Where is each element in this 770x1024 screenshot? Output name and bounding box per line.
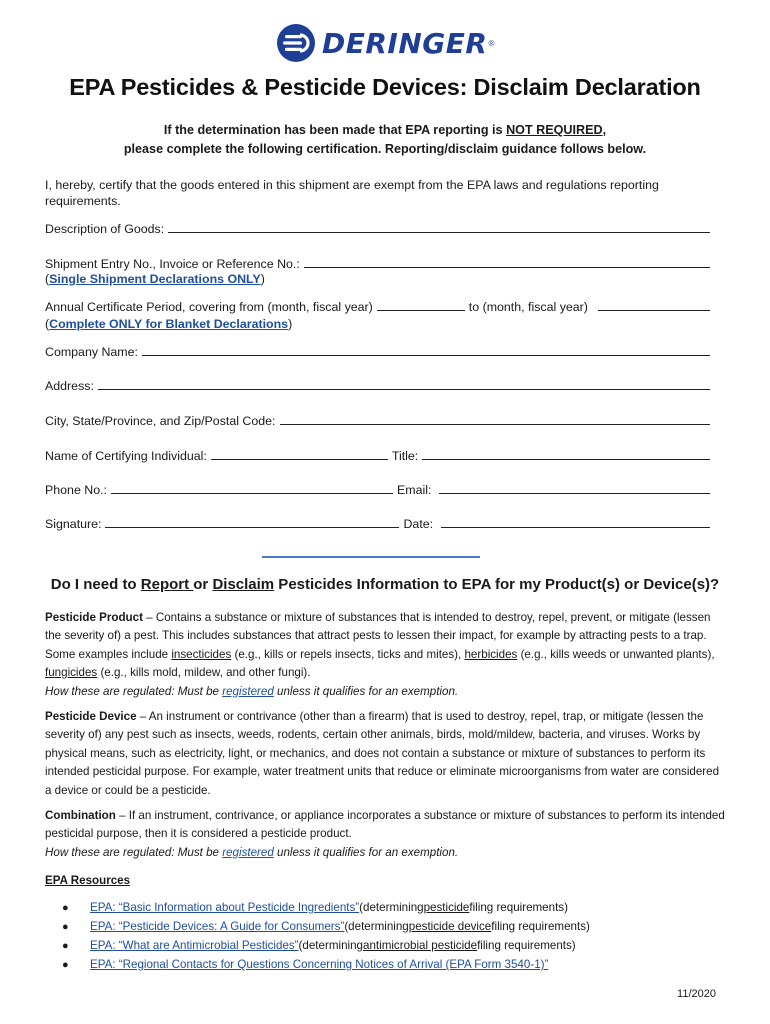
subheading-line-1: If the determination has been made that EPA reporting is NOT REQUIRED, — [163, 123, 607, 137]
fungicides-term: fungicides — [45, 666, 98, 680]
certification-line-2: requirements. — [45, 194, 121, 208]
address-label: Address: — [45, 379, 94, 393]
combination-paragraph: Combination – If an instrument, contrivance, or appliance incorporates a substance or mixture of substances to perform its intended pesticidal purpose, then it is considered a pesticide product. How these are regulated: Must be registered unless it qualifies for an exemption. — [45, 809, 725, 859]
annual-to-blank[interactable] — [598, 299, 710, 311]
city-state-field — [45, 413, 710, 428]
product-registered-link[interactable]: registered — [222, 684, 274, 698]
shipment-entry-blank[interactable] — [304, 256, 710, 268]
city-state-label: City, State/Province, and Zip/Postal Code: — [45, 414, 276, 428]
list-item: ● EPA: “Basic Information about Pesticide Ingredients” (determining pesticide filing requirements) — [62, 901, 568, 914]
title-blank[interactable] — [422, 448, 710, 460]
subheading-line-2: please complete the following certification. Reporting/disclaim guidance follows below. — [123, 142, 647, 156]
deringer-logo — [276, 20, 494, 66]
list-item: ● EPA: “Pesticide Devices: A Guide for Consumers” (determining pesticide device filing requirements) — [62, 920, 590, 933]
shipment-entry-field — [45, 256, 710, 271]
signature-field — [45, 516, 710, 531]
blanket-declarations-link[interactable]: Complete ONLY for Blanket Declarations — [49, 317, 289, 331]
combination-label: Combination — [45, 809, 116, 822]
date-blank[interactable] — [441, 516, 710, 528]
resource-link-basic-info[interactable]: EPA: “Basic Information about Pesticide Ingredients” — [90, 901, 360, 914]
list-item — [62, 958, 590, 977]
certifying-individual-label: Name of Certifying Individual: — [45, 449, 207, 463]
resource-link-antimicrobial[interactable]: EPA: “What are Antimicrobial Pesticides” — [90, 939, 299, 952]
annual-from-blank[interactable] — [377, 299, 465, 311]
description-label: Description of Goods: — [45, 222, 165, 236]
combination-registered-link[interactable]: registered — [222, 845, 274, 859]
company-name-field — [45, 344, 710, 359]
section-divider — [262, 556, 480, 558]
description-field — [45, 221, 710, 236]
signature-blank[interactable] — [105, 516, 399, 528]
annual-period-label: Annual Certificate Period, covering from (month, fiscal year) — [45, 300, 373, 314]
description-blank[interactable] — [168, 221, 710, 233]
certification-line-1: I, hereby, certify that the goods entered in this shipment are exempt from the EPA laws and regulations reporting — [45, 178, 659, 192]
annual-to-label: to (month, fiscal year) — [468, 300, 588, 314]
herbicides-term: herbicides — [464, 647, 518, 661]
resource-link-regional-contacts[interactable]: EPA: “Regional Contacts for Questions Concerning Notices of Arrival (EPA Form 3540-1)” — [90, 958, 549, 971]
pesticide-device-paragraph: Pesticide Device – An instrument or contrivance (other than a firearm) that is used to destroy, repel, trap, or mitigate (lessen the severity of) any pest such as insects, weeds, rodents, certain other animals, birds, mold/mildew, bacteria, and viruses. Works by physical means, such as electricity, light, or mechanics, and does not contain a substance or mixture of substances to perform its intended pesticidal purpose. For example, water treatment units that reduce or eliminate microorganisms from water are considered a device or could be a pesticide. — [45, 710, 720, 797]
insecticides-term: insecticides — [171, 647, 232, 661]
report-emphasis: Report — [140, 576, 194, 593]
address-blank[interactable] — [98, 378, 710, 390]
footer-date: 11/2020 — [677, 988, 716, 1000]
pesticide-product-paragraph: Pesticide Product – Contains a substance or mixture of substances that is intended to destroy, repel, prevent, or mitigate (lessen the severity of) a pest. This includes substances that attract pests to lessen their impact, for example by attracting pests to a trap. Some examples include insecticides (e.g., kills or repels insects, ticks and mites), herbicides (e.g., kills weeds or unwanted plants), fungicides (e.g., kills mold, mildew, and other fungi). How these are regulated: Must be registered unless it qualifies for an exemption. — [45, 611, 715, 698]
bullet-icon: ● — [62, 940, 69, 952]
not-required-emphasis: NOT REQUIRED — [506, 123, 603, 137]
single-shipment-note: (Single Shipment Declarations ONLY) — [45, 272, 265, 286]
address-field — [45, 378, 710, 393]
single-shipment-link[interactable]: Single Shipment Declarations ONLY — [49, 272, 261, 286]
logo-registered-mark: ® — [488, 38, 495, 48]
bullet-icon: ● — [62, 959, 69, 971]
guidance-heading: Do I need to Report or Disclaim Pesticides Information to EPA for my Product(s) or Device(s)? — [50, 576, 720, 593]
epa-resources-list — [62, 901, 590, 977]
list-item: ● EPA: “What are Antimicrobial Pesticides” (determining antimicrobial pesticide filing requirements) — [62, 939, 576, 952]
city-state-blank[interactable] — [280, 413, 711, 425]
bullet-icon: ● — [62, 921, 69, 933]
certifying-individual-field — [45, 448, 710, 463]
bullet-icon: ● — [62, 902, 69, 914]
company-name-label: Company Name: — [45, 345, 138, 359]
blanket-note: (Complete ONLY for Blanket Declarations) — [45, 317, 293, 331]
certifying-individual-blank[interactable] — [211, 448, 388, 460]
pesticide-device-label: Pesticide Device — [45, 710, 137, 723]
phone-blank[interactable] — [111, 482, 393, 494]
logo-wordmark: DERINGER — [322, 26, 488, 60]
phone-label: Phone No.: — [45, 483, 107, 497]
resource-link-devices-guide[interactable]: EPA: “Pesticide Devices: A Guide for Consumers” — [90, 920, 345, 933]
annual-period-field — [45, 299, 710, 314]
signature-label: Signature: — [45, 517, 102, 531]
email-blank[interactable] — [439, 482, 710, 494]
page-title: EPA Pesticides & Pesticide Devices: Disclaim Declaration — [69, 74, 701, 100]
shipment-entry-label: Shipment Entry No., Invoice or Reference No.: — [45, 257, 300, 271]
email-label: Email: — [397, 483, 432, 497]
company-name-blank[interactable] — [142, 344, 710, 356]
deringer-logo-icon — [276, 23, 316, 63]
disclaim-emphasis: Disclaim — [212, 576, 275, 593]
phone-field — [45, 482, 710, 497]
epa-resources-title: EPA Resources — [45, 874, 131, 887]
date-label: Date: — [403, 517, 434, 531]
title-label: Title: — [391, 449, 419, 463]
pesticide-product-label: Pesticide Product — [45, 611, 143, 624]
